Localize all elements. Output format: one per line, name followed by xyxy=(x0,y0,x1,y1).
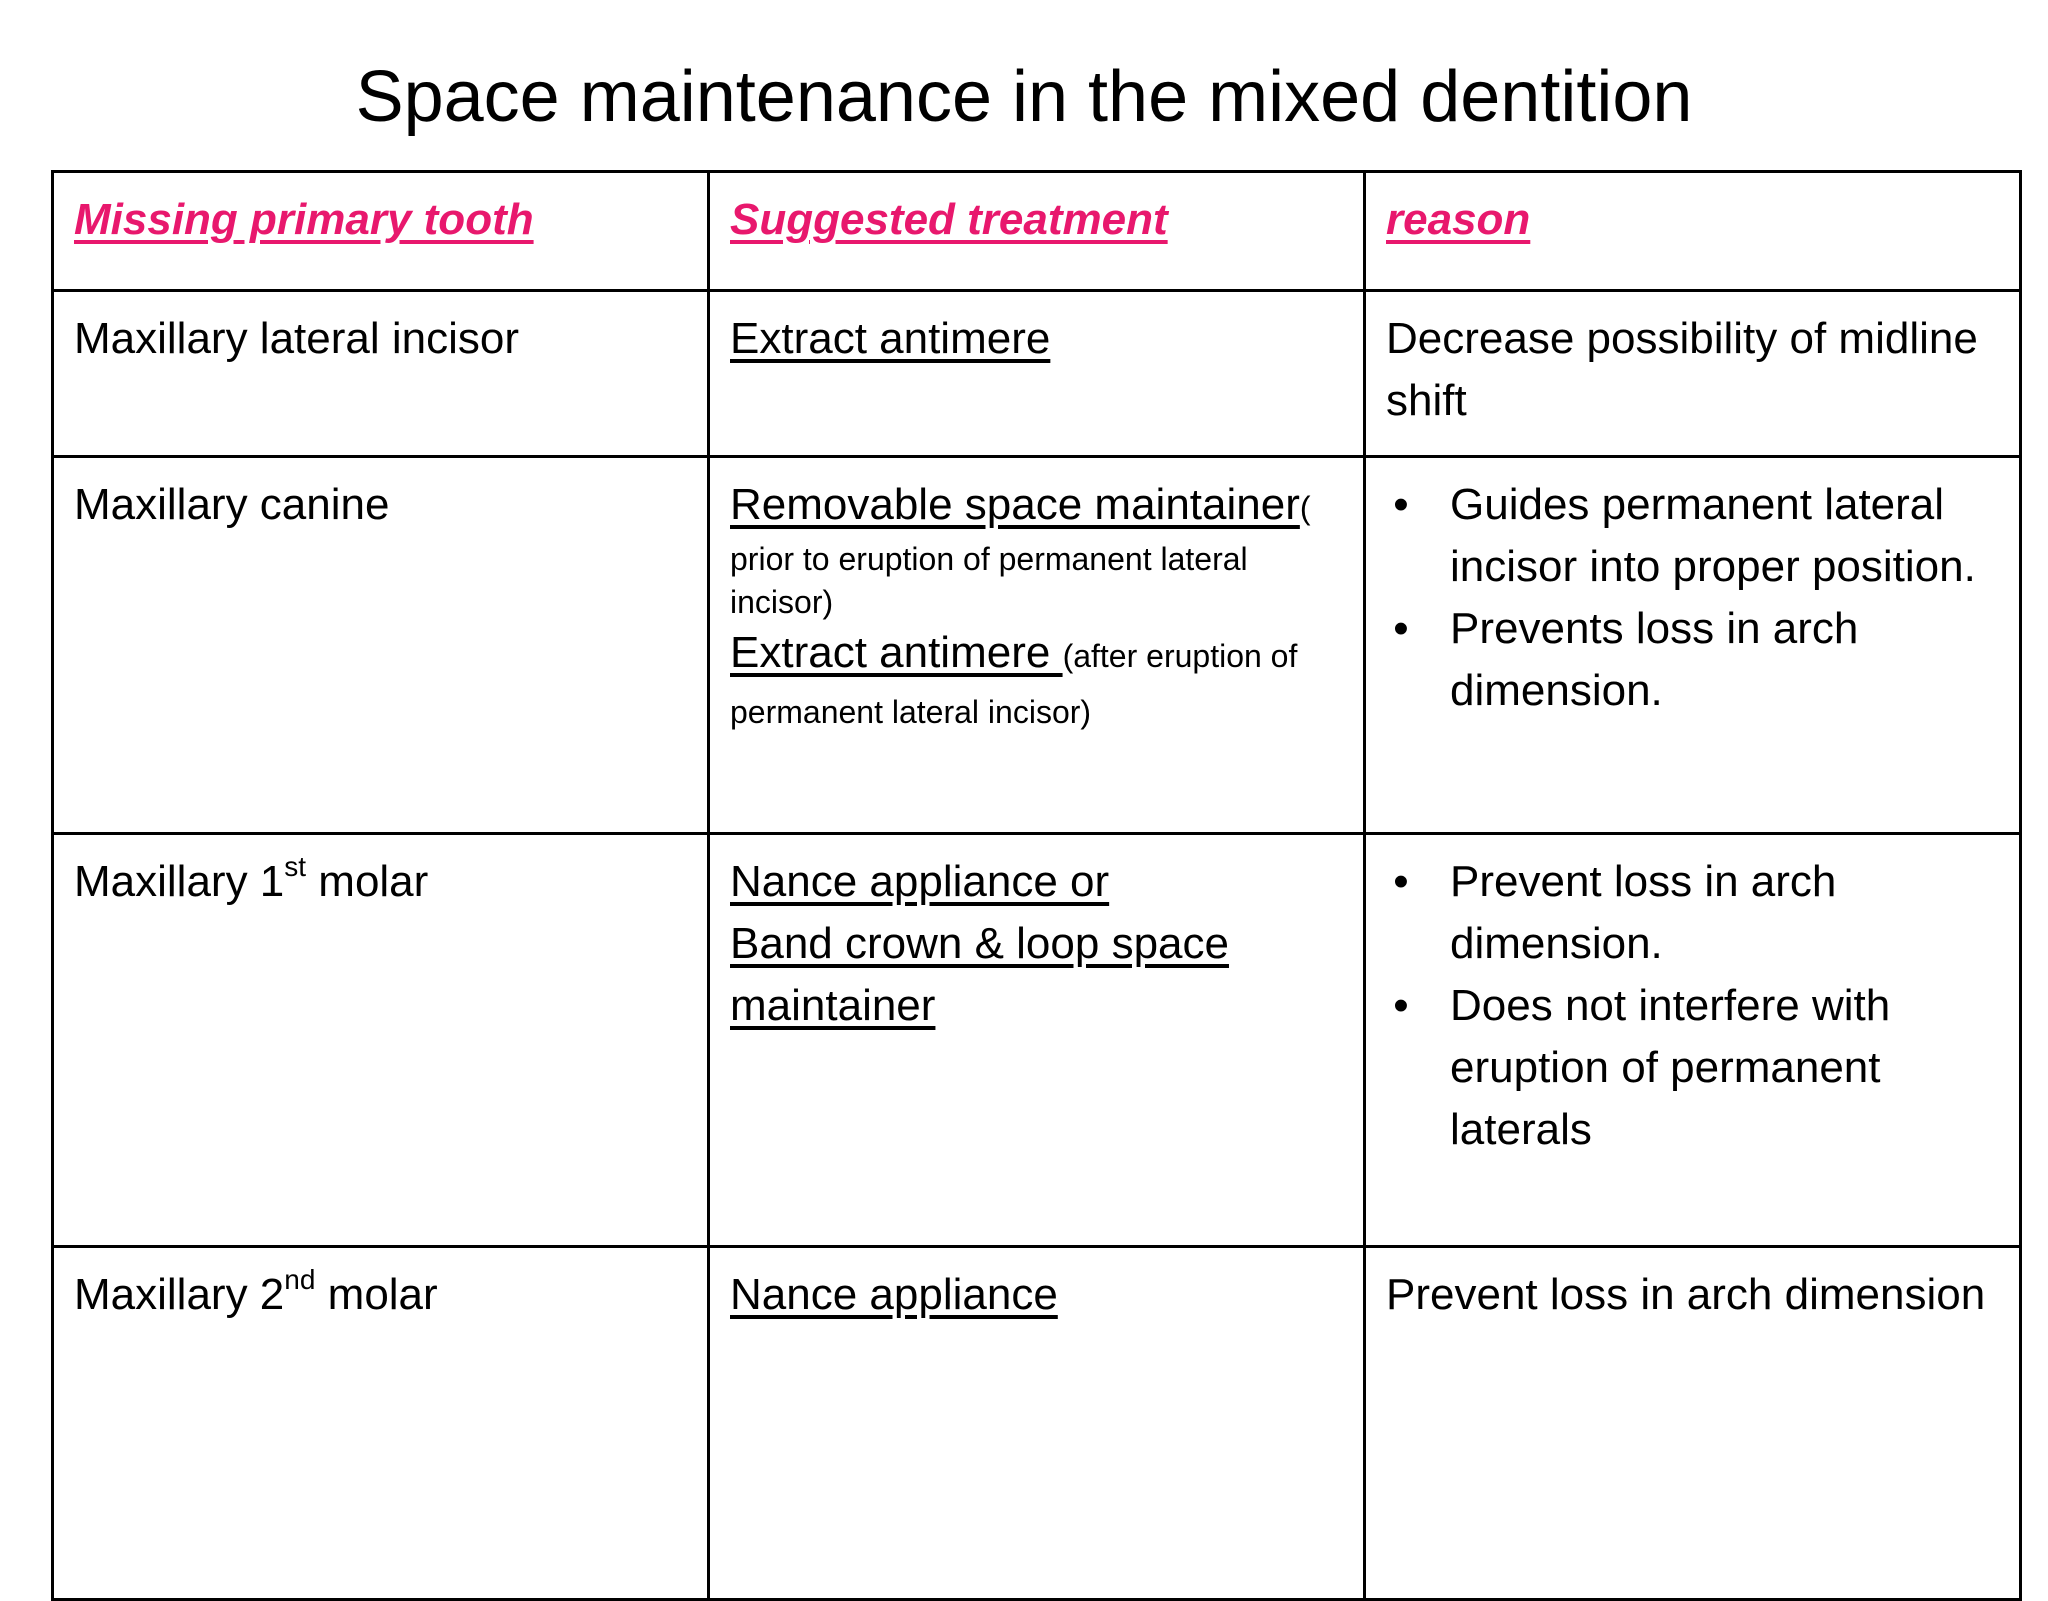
header-reason: reason xyxy=(1386,195,1531,244)
treatment-option xyxy=(730,474,1343,622)
tooth-name-prefix: Maxillary 2 xyxy=(74,1270,285,1319)
reason-list xyxy=(1386,474,1999,722)
header-missing-tooth: Missing primary tooth xyxy=(74,195,534,244)
treatment-option xyxy=(730,622,1343,737)
bullet-icon: • xyxy=(1393,857,1409,906)
treatment-cell xyxy=(709,834,1365,1247)
tooth-name-prefix: Maxillary 1 xyxy=(74,857,285,906)
reason-text: Decrease possibility of midline shift xyxy=(1386,314,1978,425)
reason-list xyxy=(1386,851,1999,1161)
reason-bullet-text: Prevent loss in arch dimension. xyxy=(1450,857,1837,968)
reason-cell xyxy=(1365,1247,2021,1600)
tooth-cell xyxy=(53,291,709,457)
list-item xyxy=(1386,598,1999,722)
treatment-main: Nance appliance xyxy=(730,1270,1058,1319)
tooth-name xyxy=(74,851,429,906)
treatment-main: Removable space maintainer xyxy=(730,480,1300,529)
reason-cell xyxy=(1365,834,2021,1247)
bullet-icon: • xyxy=(1393,981,1409,1030)
treatment-note: (after eruption of permanent lateral incisor) xyxy=(730,638,1298,730)
treatment-line: Band crown & loop space maintainer xyxy=(730,919,1229,1030)
header-cell-missing-tooth xyxy=(53,172,709,291)
tooth-name-suffix: molar xyxy=(306,857,429,906)
bullet-icon: • xyxy=(1393,480,1409,529)
treatment-main: Extract antimere xyxy=(730,628,1063,677)
tooth-cell xyxy=(53,834,709,1247)
treatment-cell xyxy=(709,1247,1365,1600)
tooth-ordinal-suffix: st xyxy=(284,851,307,882)
tooth-name: Maxillary lateral incisor xyxy=(74,314,520,363)
reason-cell xyxy=(1365,457,2021,834)
tooth-cell xyxy=(53,457,709,834)
treatment-cell xyxy=(709,457,1365,834)
table-header-row xyxy=(53,172,2021,291)
table-row xyxy=(53,834,2021,1247)
reason-cell xyxy=(1365,291,2021,457)
header-suggested-treatment: Suggested treatment xyxy=(730,195,1168,244)
reason-bullet-text: Guides permanent lateral incisor into proper position. xyxy=(1450,480,1976,591)
treatment-main: Extract antimere xyxy=(730,314,1051,363)
treatment-note: ( prior to eruption of permanent lateral incisor) xyxy=(730,490,1311,620)
bullet-icon: • xyxy=(1393,604,1409,653)
list-item xyxy=(1386,474,1999,598)
tooth-cell xyxy=(53,1247,709,1600)
reason-text: Prevent loss in arch dimension xyxy=(1386,1270,1986,1319)
list-item xyxy=(1386,851,1999,975)
treatment-line: Nance appliance or xyxy=(730,857,1110,906)
header-cell-reason xyxy=(1365,172,2021,291)
tooth-name: Maxillary canine xyxy=(74,480,390,529)
tooth-ordinal-suffix: nd xyxy=(284,1264,316,1295)
tooth-name xyxy=(74,1264,438,1319)
reason-bullet-text: Does not interfere with eruption of permanent laterals xyxy=(1450,981,1891,1154)
slide-title: Space maintenance in the mixed dentition xyxy=(355,57,1693,137)
reason-bullet-text: Prevents loss in arch dimension. xyxy=(1450,604,1859,715)
treatment-cell xyxy=(709,291,1365,457)
header-cell-treatment xyxy=(709,172,1365,291)
table-row xyxy=(53,457,2021,834)
table-row xyxy=(53,291,2021,457)
tooth-name-suffix: molar xyxy=(315,1270,438,1319)
table-row xyxy=(53,1247,2021,1600)
treatment-table xyxy=(51,170,2022,1601)
list-item xyxy=(1386,975,1999,1161)
